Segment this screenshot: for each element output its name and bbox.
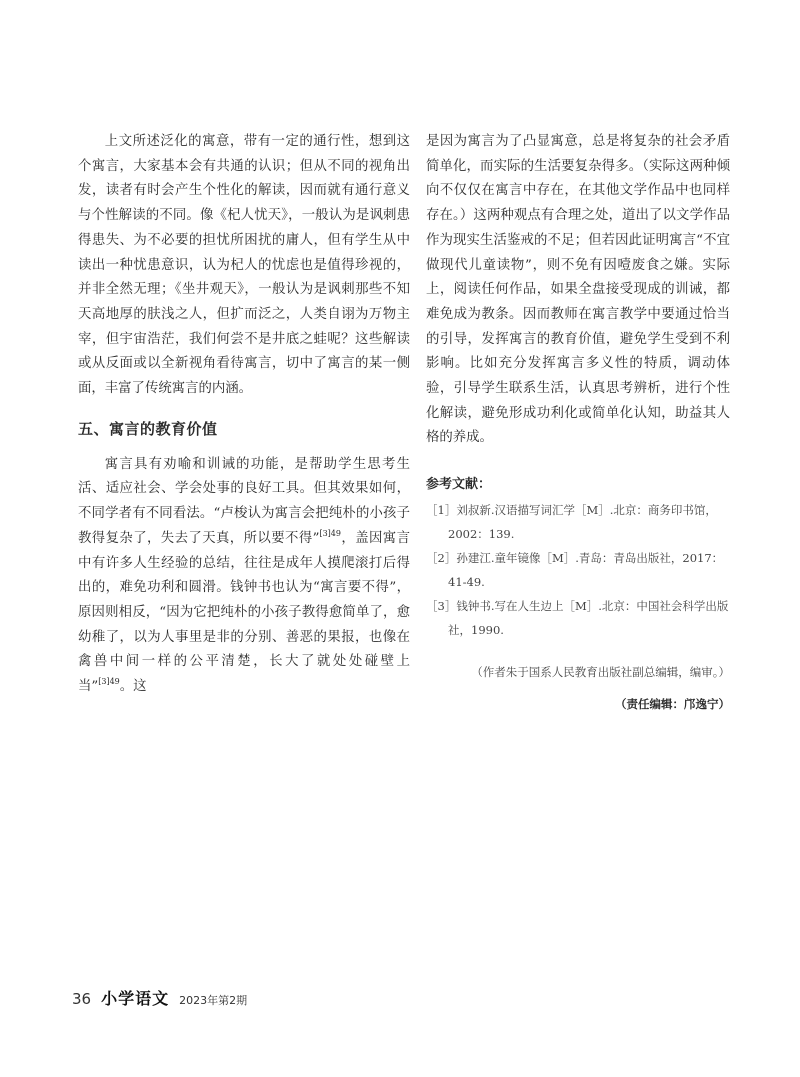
left-column [78,130,410,700]
right-column [426,130,730,712]
editor-note: （责任编辑：邝逸宁） [615,697,730,712]
reference-item: ［1］刘叔新.汉语描写词汇学［M］.北京：商务印书馆，2002：139. [426,503,717,542]
reference-item: ［3］钱钟书.写在人生边上［M］.北京：中国社会科学出版社，1990. [426,599,729,638]
paragraph-text: 寓言具有劝喻和训诫的功能，是帮助学生思考生活、适应社会、学会处事的良好工具。但其效果如何，不同学者有不同看法。“卢梭认为寓言会把纯朴的小孩子教得复杂了，失去了天真，所以要不得” [78,456,410,546]
section-heading: 五、寓言的教育价值 [78,419,218,438]
references-title: 参考文献： [426,477,492,493]
author-note: （作者朱于国系人民教育出版社副总编辑，编审。） [471,665,730,680]
body-paragraph: 上文所述泛化的寓意，带有一定的通行性，想到这个寓言，大家基本会有共通的认识；但从不同的视角出发，读者有时会产生个性化的解读，因而就有通行意义与个性解读的不同。像《杞人忧天》，一般认为是讽刺患得患失、为不必要的担忧所困扰的庸人，但有学生从中读出一种忧患意识，认为杞人的忧虑也是值得珍视的，并非全然无理；《坐井观天》，一般认为是讽刺那些不知天高地厚的肤浅之人，但扩而泛之，人类自诩为万物主宰，但宇宙浩茫，我们何尝不是井底之蛙呢？这些解读或从反面或以全新视角看待寓言，切中了寓言的某一侧面，丰富了传统寓言的内涵。 [78,134,410,397]
citation-marker: [3]49 [319,528,341,538]
paragraph-text: ，盖因寓言中有许多人生经验的总结，往往是成年人摸爬滚打后得出的，难免功利和圆滑。钱钟书也认为“寓言要不得”，原因则相反，“因为它把纯朴的小孩子教得愈简单了，愈幼稚了，以为人事里是非的分别、善恶的果报，也像在禽兽中间一样的公平清楚，长大了就处处碰壁上当” [78,530,410,695]
citation-marker: [3]49 [98,677,120,687]
page-number: 36 [72,990,92,1008]
page-footer [72,986,247,1009]
magazine-logo: 小学语文 [101,989,170,1008]
paragraph-text: 。这 [119,679,147,695]
body-paragraph [78,453,410,700]
body-paragraph: 是因为寓言为了凸显寓意，总是将复杂的社会矛盾简单化，而实际的生活要复杂得多。（实际这两种倾向不仅仅在寓言中存在，在其他文学作品中也同样存在。）这两种观点有合理之处，道出了以文学作品作为现实生活鉴戒的不足；但若因此证明寓言“不宜做现代儿童读物”，则不免有因噎废食之嫌。实际上，阅读任何作品，如果全盘接受现成的训诫，都难免成为教条。因而教师在寓言教学中要通过恰当的引导，发挥寓言的教育价值，避免学生受到不利影响。比如充分发挥寓言多义性的特质，调动体验，引导学生联系生活，认真思考辨析，进行个性化解读，避免形成功利化或简单化认知，助益其人格的养成。 [426,134,730,446]
issue-label: 2023年第2期 [179,994,248,1007]
reference-item: ［2］孙建江.童年镜像［M］.青岛：青岛出版社，2017：41-49. [426,551,724,590]
